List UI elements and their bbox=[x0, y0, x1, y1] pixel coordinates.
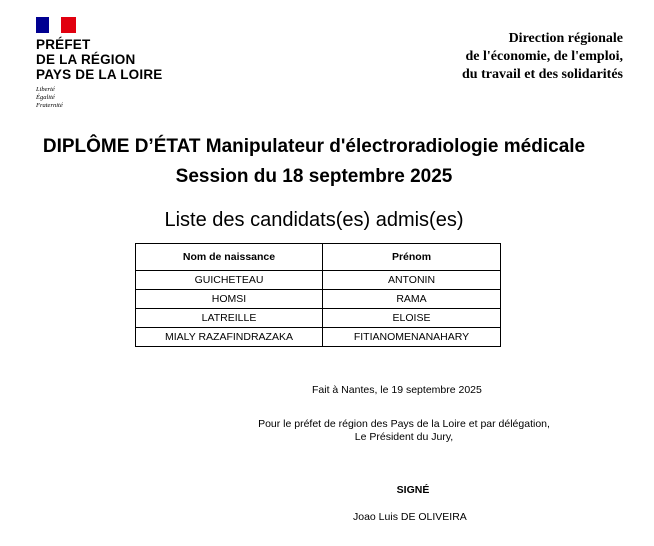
table-row bbox=[136, 290, 501, 309]
direction-line-3: du travail et des solidarités bbox=[462, 67, 623, 82]
document-title: DIPLÔME D’ÉTAT Manipulateur d'électroradiologie médicale bbox=[42, 136, 586, 157]
logo-line-2: DE LA RÉGION bbox=[36, 52, 136, 67]
cell-last-name: LATREILLE bbox=[136, 309, 323, 328]
republic-motto bbox=[36, 86, 63, 110]
signed-label: SIGNÉ bbox=[396, 484, 430, 496]
delegation-line-1: Pour le préfet de région des Pays de la Loire et par délégation, bbox=[258, 418, 550, 430]
logo-line-3: PAYS DE LA LOIRE bbox=[36, 67, 163, 82]
cell-first-name: FITIANOMENANAHARY bbox=[323, 328, 501, 347]
signatory-name: Joao Luis DE OLIVEIRA bbox=[353, 511, 467, 523]
table-row bbox=[136, 309, 501, 328]
list-subtitle: Liste des candidats(es) admis(es) bbox=[164, 209, 464, 231]
header-first-name: Prénom bbox=[323, 244, 501, 271]
direction-line-2: de l'économie, de l'emploi, bbox=[465, 49, 623, 64]
republic-flag-logo bbox=[36, 17, 76, 33]
delegation-line-2: Le Président du Jury, bbox=[354, 431, 454, 443]
candidates-table bbox=[135, 243, 501, 347]
direction-line-1: Direction régionale bbox=[508, 31, 623, 46]
cell-last-name: MIALY RAZAFINDRAZAKA bbox=[136, 328, 323, 347]
session-title: Session du 18 septembre 2025 bbox=[175, 166, 453, 187]
header-last-name: Nom de naissance bbox=[136, 244, 323, 271]
cell-first-name: ANTONIN bbox=[323, 271, 501, 290]
direction-heading bbox=[323, 30, 623, 84]
cell-first-name: ELOISE bbox=[323, 309, 501, 328]
prefet-logo-text bbox=[36, 37, 162, 82]
table-row bbox=[136, 328, 501, 347]
motto-egalite: Égalité bbox=[36, 94, 55, 101]
cell-last-name: HOMSI bbox=[136, 290, 323, 309]
table-row bbox=[136, 271, 501, 290]
cell-first-name: RAMA bbox=[323, 290, 501, 309]
place-date: Fait à Nantes, le 19 septembre 2025 bbox=[312, 384, 482, 396]
table-header-row bbox=[136, 244, 501, 271]
delegation-text bbox=[200, 418, 608, 444]
logo-line-1: PRÉFET bbox=[36, 37, 91, 52]
cell-last-name: GUICHETEAU bbox=[136, 271, 323, 290]
motto-liberte: Liberté bbox=[36, 86, 55, 93]
motto-fraternite: Fraternité bbox=[36, 102, 63, 109]
